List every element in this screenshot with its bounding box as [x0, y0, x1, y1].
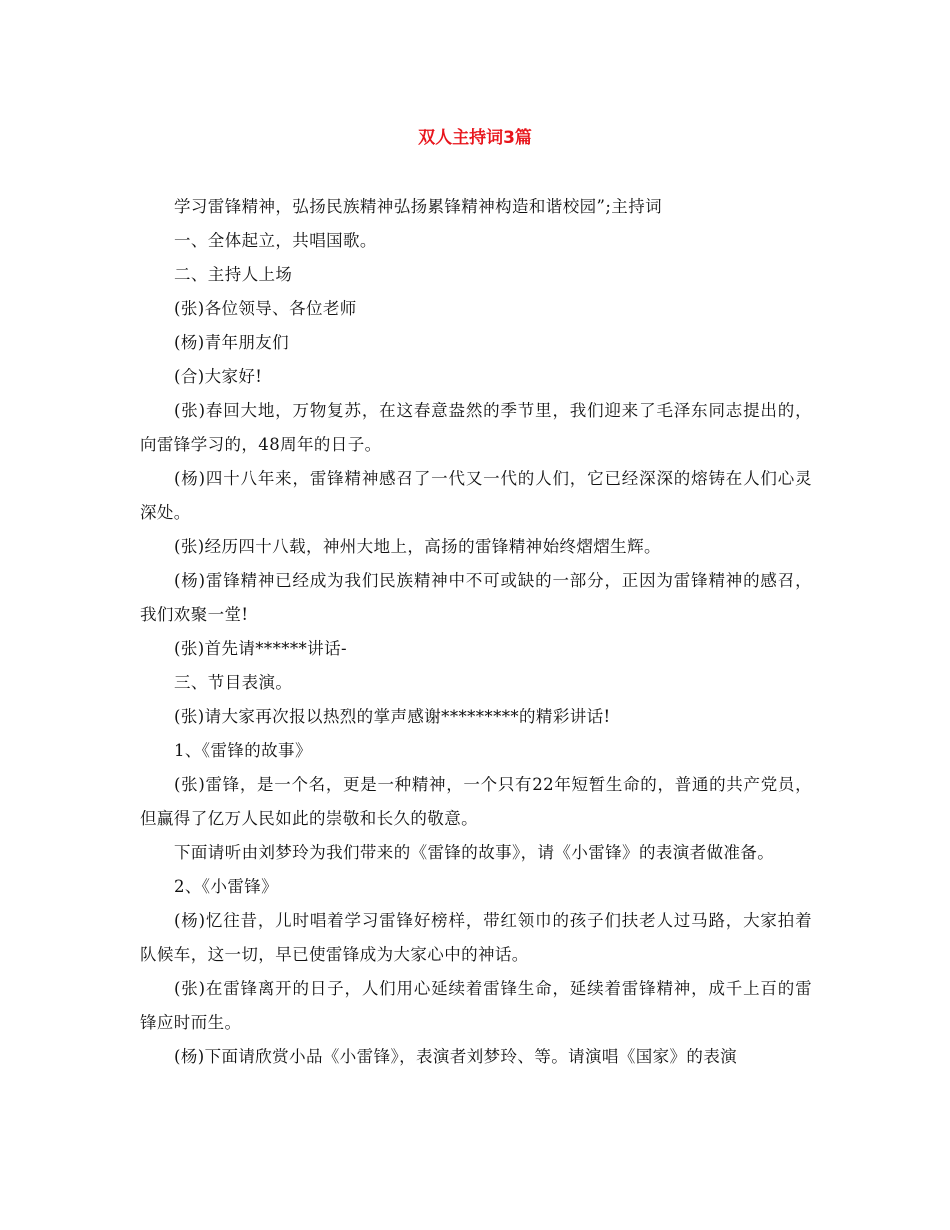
paragraph: 一、全体起立，共唱国歌。: [174, 231, 377, 250]
paragraph: (杨)忆往昔，儿时唱着学习雷锋好榜样，带红领巾的孩子们扶老人过马路，大家拍着队候车，这一切，早已使雷锋成为大家心中的神话。: [140, 911, 812, 964]
paragraph: (张)经历四十八载，神州大地上，高扬的雷锋精神始终熠熠生辉。: [174, 537, 661, 556]
document-body: [140, 190, 812, 1074]
paragraph: (杨)下面请欣赏小品《小雷锋》，表演者刘梦玲、等。请演唱《国家》的表演: [174, 1047, 738, 1066]
paragraph: 学习雷锋精神，弘扬民族精神弘扬累锋精神构造和谐校园”;主持词: [174, 197, 662, 216]
paragraph: (张)首先请******讲话-: [174, 639, 347, 658]
paragraph: 1、《雷锋的故事》: [174, 741, 312, 760]
paragraph: (杨)四十八年来，雷锋精神感召了一代又一代的人们，它已经深深的熔铸在人们心灵深处。: [140, 469, 812, 522]
document-title: 双人主持词3篇: [418, 128, 532, 148]
paragraph: (合)大家好!: [174, 367, 263, 386]
paragraph: (张)请大家再次报以热烈的掌声感谢*********的精彩讲话!: [174, 707, 611, 726]
paragraph: (杨)青年朋友们: [174, 333, 290, 352]
paragraph: 2、《小雷锋》: [174, 877, 279, 896]
paragraph: (张)在雷锋离开的日子，人们用心延续着雷锋生命，延续着雷锋精神，成千上百的雷锋应时而生。: [140, 979, 812, 1032]
paragraph: (张)春回大地，万物复苏，在这春意盎然的季节里，我们迎来了毛泽东同志提出的，向雷锋学习的，48周年的日子。: [140, 401, 812, 454]
paragraph: 二、主持人上场: [174, 265, 293, 284]
paragraph: 三、节目表演。: [174, 673, 293, 692]
paragraph: (张)雷锋，是一个名，更是一种精神，一个只有22年短暂生命的，普通的共产党员，但赢得了亿万人民如此的崇敬和长久的敬意。: [140, 775, 812, 828]
paragraph: (张)各位领导、各位老师: [174, 299, 357, 318]
paragraph: (杨)雷锋精神已经成为我们民族精神中不可或缺的一部分，正因为雷锋精神的感召，我们欢聚一堂!: [140, 571, 812, 624]
paragraph: 下面请听由刘梦玲为我们带来的《雷锋的故事》，请《小雷锋》的表演者做准备。: [174, 843, 775, 862]
